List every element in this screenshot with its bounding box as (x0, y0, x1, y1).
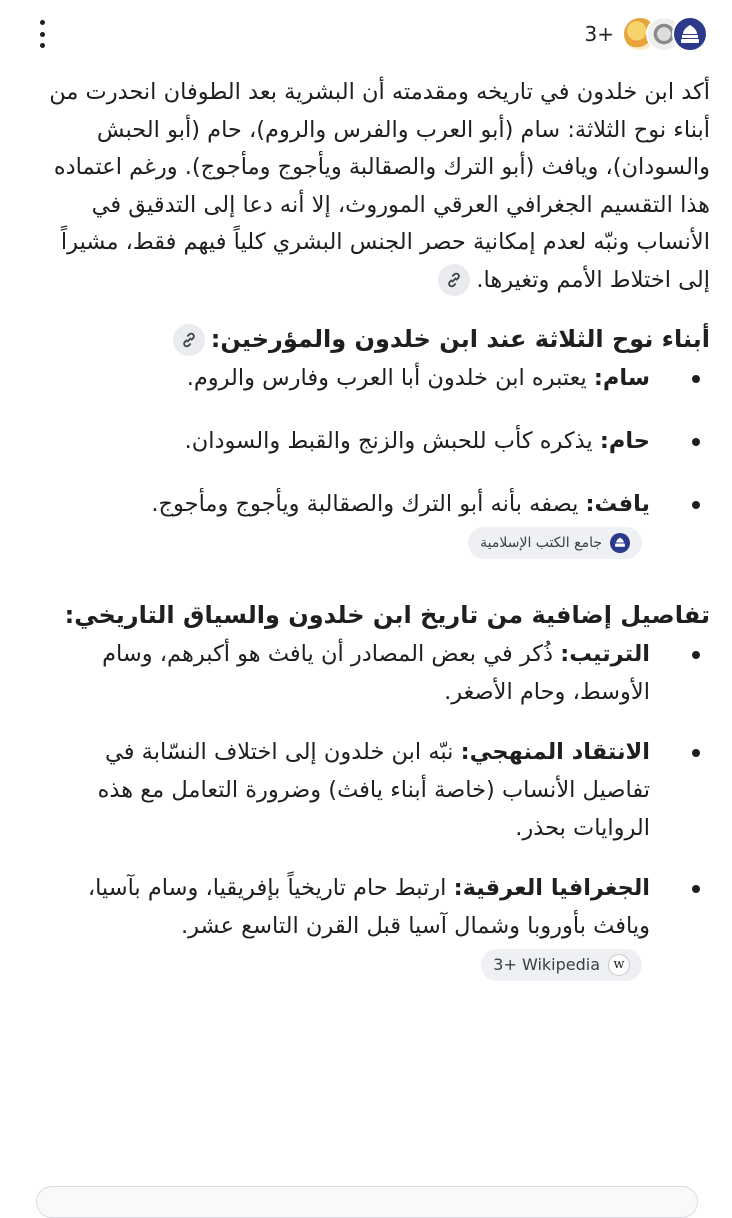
list-item-term: الترتيب: (560, 641, 650, 667)
list-item (36, 635, 710, 711)
list-item-text: يذكره كأب للحبش والزنج والقبط والسودان. (184, 428, 593, 454)
list-item-term: الجغرافيا العرقية: (453, 875, 650, 901)
list-item-text: ذُكر في بعض المصادر أن يافث هو أكبرهم، وسام الأوسط، وحام الأصغر. (102, 641, 650, 705)
list-item-term: حام: (599, 428, 650, 454)
link-icon[interactable] (438, 264, 470, 296)
source-count: 3+ (584, 22, 614, 46)
list-item (36, 422, 710, 460)
list-item-text: نبّه ابن خلدون إلى اختلاف النسّابة في تفاصيل الأنساب (خاصة أبناء يافث) وضرورة التعامل مع هذه الروايات بحذر. (97, 739, 650, 841)
source-chip-islamic-books[interactable] (468, 527, 642, 559)
sources-button[interactable] (585, 14, 710, 54)
list-item-term: يافث: (585, 491, 650, 517)
source-chip-label: 3+ Wikipedia (493, 954, 600, 974)
sons-list (36, 359, 710, 561)
mosque-logo-icon (672, 16, 708, 52)
list-item (36, 869, 710, 983)
source-chip-wikipedia[interactable] (481, 949, 642, 981)
mosque-logo-icon (610, 533, 630, 553)
details-list (36, 635, 710, 983)
list-item-term: الانتقاد المنهجي: (460, 739, 650, 765)
link-icon[interactable] (173, 324, 205, 356)
list-item-text: ارتبط حام تاريخياً بإفريقيا، وسام بآسيا، ويافث بأوروبا وشمال آسيا قبل القرن التاسع عشر. (87, 875, 650, 939)
section-heading-additional-details: تفاصيل إضافية من تاريخ ابن خلدون والسياق التاريخي: (64, 601, 710, 629)
intro-text: أكد ابن خلدون في تاريخه ومقدمته أن البشرية بعد الطوفان انحدرت من أبناء نوح الثلاثة: سام (أبو العرب والفرس والروم)، حام (أبو الحبش والسودان)، ويافث (أبو الترك والصقالبة ويأجوج ومأجوج). ورغم اعتماده هذا التقسيم الجغرافي العرقي الموروث، إلا أنه دعا إلى التدقيق في الأنساب ونبّه لعدم إمكانية حصر الجنس البشري كلياً فيهم فقط، مشيراً إلى اختلاط الأمم وتغيرها. (49, 79, 710, 293)
list-item (36, 359, 710, 397)
list-item-term: سام: (593, 365, 650, 391)
list-item (36, 485, 710, 561)
intro-paragraph (36, 74, 710, 299)
ai-answer (36, 74, 710, 983)
wikipedia-icon: w (608, 954, 630, 976)
source-chip-label: جامع الكتب الإسلامية (480, 534, 602, 551)
more-options-icon[interactable] (30, 20, 54, 48)
follow-up-input-edge[interactable] (36, 1186, 698, 1218)
list-item-text: يعتبره ابن خلدون أبا العرب وفارس والروم. (186, 365, 587, 391)
source-favicons (622, 14, 710, 54)
section-heading-sons-of-noah: أبناء نوح الثلاثة عند ابن خلدون والمؤرخين: (36, 319, 710, 359)
top-bar (0, 8, 732, 58)
list-item-text: يصفه بأنه أبو الترك والصقالبة ويأجوج ومأجوج. (151, 491, 579, 517)
list-item (36, 733, 710, 847)
